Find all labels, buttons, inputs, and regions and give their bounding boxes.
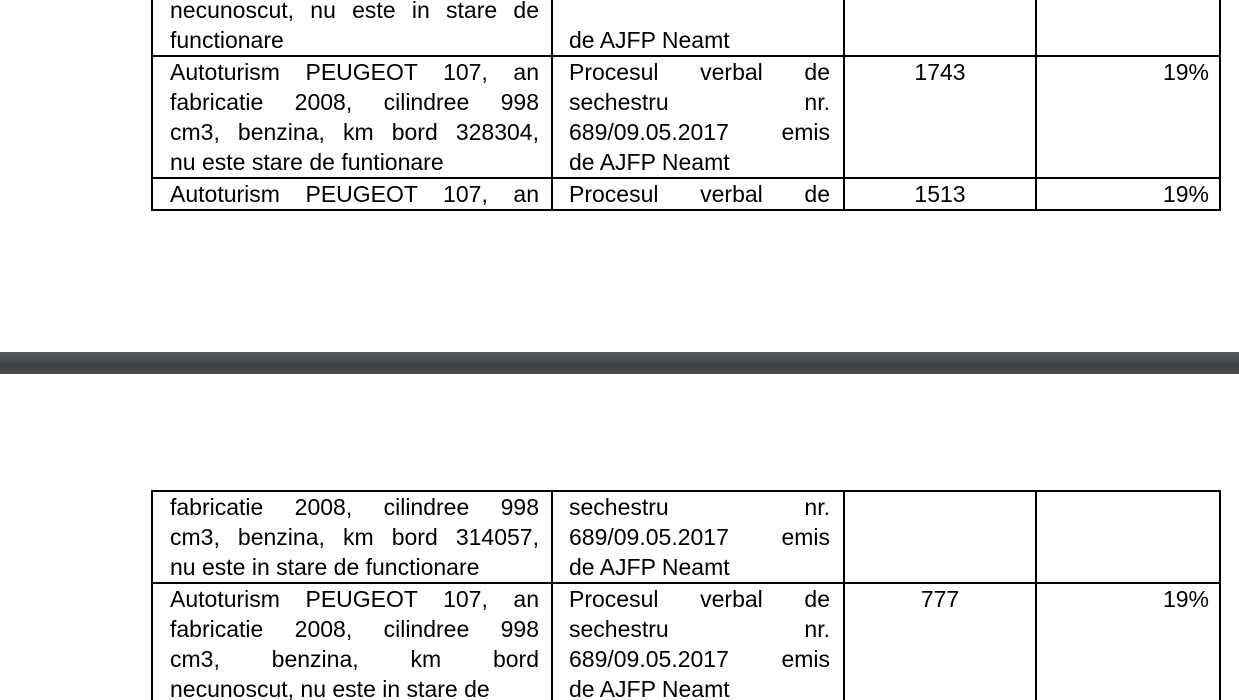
description-cell [152,56,552,178]
document-line: de AJFP Neamt [569,149,730,175]
vat-cell-text: 19% [1162,59,1209,85]
description-line: cm3, benzina, km bord 328304, [170,119,539,145]
description-line: cm3, benzina, km bord [170,646,539,672]
value-cell-text [845,0,1035,25]
description-line: fabricatie 2008, cilindree 998 [170,616,539,642]
description-cell [152,583,552,700]
vat-cell-text: 19% [1162,181,1209,207]
document-cell [552,178,844,210]
value-cell [844,583,1036,700]
document-cell [552,0,844,56]
description-line: Autoturism PEUGEOT 107, an [170,59,539,85]
description-line: nu este stare de funtionare [170,149,444,175]
value-cell [844,56,1036,178]
description-cell [152,178,552,210]
value-cell [844,491,1036,583]
table-row [152,583,1220,700]
document-line: sechestru nr. [569,89,830,115]
document-line: Procesul verbal de [569,586,830,612]
value-cell [844,0,1036,56]
document-line: Procesul verbal de [569,181,830,207]
value-cell-text: 777 [920,586,960,612]
vat-cell-text: 19% [1162,586,1209,612]
assets-table [151,0,1221,211]
document-line: 689/09.05.2017 emis [569,119,830,145]
value-cell [844,178,1036,210]
description-line: functionare [170,27,284,53]
vat-cell [1036,0,1220,56]
description-line: necunoscut, nu este in stare de [170,676,490,700]
description-line: fabricatie 2008, cilindree 998 [170,494,539,520]
document-line: sechestru nr. [569,616,830,642]
value-cell-text: 1513 [914,181,966,207]
document-line: sechestru nr. [569,494,830,520]
description-line: Autoturism PEUGEOT 107, an [170,586,539,612]
document-page-bottom [0,374,1239,700]
vat-cell-text [1037,0,1219,25]
table-row [152,0,1220,56]
document-line [569,0,830,25]
document-line: Procesul verbal de [569,59,830,85]
page-separator [0,352,1239,374]
document-line: 689/09.05.2017 emis [569,646,830,672]
document-line: de AJFP Neamt [569,554,730,580]
vat-cell [1036,178,1220,210]
document-line: 689/09.05.2017 emis [569,524,830,550]
document-cell [552,491,844,583]
vat-cell-text [1037,492,1219,522]
document-line: de AJFP Neamt [569,27,730,53]
document-line: de AJFP Neamt [569,676,730,700]
table-row [152,178,1220,210]
table-row [152,491,1220,583]
description-cell [152,491,552,583]
description-line: Autoturism PEUGEOT 107, an [170,181,539,207]
document-cell [552,56,844,178]
value-cell-text [845,492,1035,522]
value-cell-text: 1743 [914,59,966,85]
document-cell [552,583,844,700]
description-line: nu este in stare de functionare [170,554,480,580]
table-row [152,56,1220,178]
assets-table-continued [151,490,1221,700]
vat-cell [1036,56,1220,178]
vat-cell [1036,583,1220,700]
description-line: cm3, benzina, km bord 314057, [170,524,539,550]
description-line: necunoscut, nu este in stare de [170,0,539,23]
description-line: fabricatie 2008, cilindree 998 [170,89,539,115]
description-cell [152,0,552,56]
vat-cell [1036,491,1220,583]
